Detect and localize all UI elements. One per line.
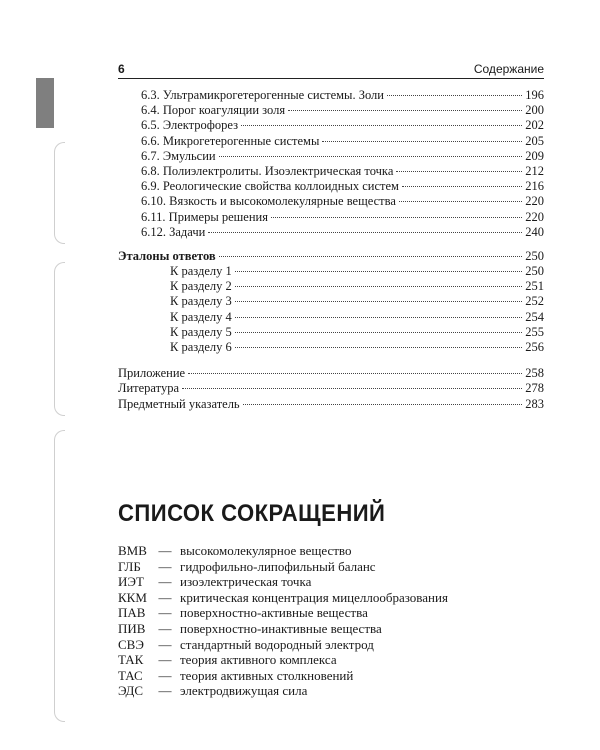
- toc-entry: [118, 397, 544, 412]
- toc-entry-label: Предметный указатель: [118, 396, 240, 411]
- toc-entry-page: 216: [525, 179, 544, 194]
- toc-leader-dots: [235, 301, 523, 302]
- abbreviation-code: ТАК: [118, 652, 144, 668]
- toc-entry-label: 6.6. Микрогетерогенные системы: [141, 133, 320, 148]
- abbreviation-dash: —: [158, 652, 172, 668]
- abbreviation-code: ПИВ: [118, 620, 146, 636]
- abbreviation-code: ИЭТ: [118, 574, 144, 590]
- toc-entry-page: 202: [525, 118, 544, 133]
- toc-entry-label: 6.12. Задачи: [141, 224, 206, 239]
- toc-entry: [118, 381, 544, 396]
- abbreviation-code: СВЭ: [118, 636, 144, 652]
- abbreviation-row: [118, 574, 448, 590]
- abbreviation-dash: —: [158, 683, 172, 699]
- abbreviation-row: [118, 590, 448, 606]
- toc-entry-page: 252: [525, 294, 544, 309]
- toc-leader-dots: [271, 217, 522, 218]
- abbreviation-dash: —: [158, 636, 172, 652]
- abbreviation-description: гидрофильно-липофильный баланс: [180, 558, 376, 574]
- toc-entry-label: 6.8. Полиэлектролиты. Изоэлектрическая точка: [141, 163, 394, 178]
- abbreviation-description: электродвижущая сила: [180, 683, 308, 699]
- toc-leader-dots: [322, 141, 522, 142]
- toc-leader-dots: [243, 404, 523, 405]
- toc-leader-dots: [402, 186, 522, 187]
- abbreviation-description: изоэлектрическая точка: [180, 574, 312, 590]
- toc-entry-label: Литература: [118, 381, 179, 396]
- abbreviation-code: ККМ: [118, 589, 147, 605]
- side-thumb-tab: [36, 78, 54, 128]
- abbreviation-row: [118, 652, 448, 668]
- toc-entry: [118, 225, 544, 240]
- toc-entry-label: 6.7. Эмульсии: [141, 148, 216, 163]
- page-number: 6: [118, 62, 125, 76]
- toc-entry-page: 200: [525, 103, 544, 118]
- abbreviation-row: [118, 637, 448, 653]
- page-header: [118, 62, 544, 79]
- toc-leader-dots: [387, 95, 522, 96]
- abbreviation-description: теория активных столкновений: [180, 667, 354, 683]
- toc-entry-page: 255: [525, 324, 544, 339]
- toc-entry-page: 283: [525, 396, 544, 411]
- toc-entry-page: 251: [525, 279, 544, 294]
- toc-entry-label: 6.10. Вязкость и высокомолекулярные вещества: [141, 194, 396, 209]
- abbreviation-code: ТАС: [118, 667, 143, 683]
- running-title: Содержание: [473, 62, 544, 76]
- abbreviation-description: поверхностно-активные вещества: [180, 605, 368, 621]
- toc-leader-dots: [241, 125, 522, 126]
- toc-entry-page: 240: [525, 224, 544, 239]
- toc-entry: [118, 366, 544, 381]
- toc-entry: [118, 134, 544, 149]
- toc-entry: [118, 164, 544, 179]
- toc-entry: [118, 194, 544, 209]
- toc-leader-dots: [208, 232, 522, 233]
- toc-leader-dots: [288, 110, 522, 111]
- margin-bracket: [54, 262, 65, 416]
- table-of-contents: [118, 88, 544, 412]
- toc-leader-dots: [396, 171, 522, 172]
- abbreviation-code: ВМВ: [118, 543, 147, 558]
- toc-entry: [118, 103, 544, 118]
- abbreviation-dash: —: [158, 558, 172, 574]
- toc-entry-label: К разделу 2: [170, 279, 232, 294]
- toc-entry-page: 254: [525, 309, 544, 324]
- toc-entry: [118, 310, 544, 325]
- toc-entry-page: 250: [525, 264, 544, 279]
- abbreviations-list: [118, 543, 448, 699]
- abbreviations-heading: СПИСОК СОКРАЩЕНИЙ: [118, 500, 386, 527]
- toc-entry-page: 205: [525, 133, 544, 148]
- toc-leader-dots: [235, 347, 523, 348]
- toc-entry-page: 250: [525, 248, 544, 263]
- abbreviation-dash: —: [158, 574, 172, 590]
- abbreviation-description: теория активного комплекса: [180, 652, 337, 668]
- toc-leader-dots: [235, 286, 523, 287]
- toc-entry: [118, 249, 544, 264]
- toc-entry-page: 212: [525, 163, 544, 178]
- toc-leader-dots: [182, 388, 522, 389]
- toc-entry: [118, 179, 544, 194]
- toc-entry-page: 209: [525, 148, 544, 163]
- toc-entry-page: 278: [525, 381, 544, 396]
- toc-entry: [118, 149, 544, 164]
- toc-entry-label: К разделу 5: [170, 324, 232, 339]
- toc-entry-label: 6.3. Ультрамикрогетерогенные системы. Золи: [141, 88, 384, 102]
- toc-entry-page: 220: [525, 209, 544, 224]
- toc-entry: [118, 294, 544, 309]
- margin-bracket: [54, 430, 65, 722]
- abbreviation-description: критическая концентрация мицеллообразования: [180, 589, 448, 605]
- abbreviation-description: высокомолекулярное вещество: [180, 543, 352, 558]
- toc-entry: [118, 279, 544, 294]
- toc-entry-label: К разделу 1: [170, 264, 232, 279]
- toc-leader-dots: [235, 332, 523, 333]
- abbreviation-dash: —: [158, 605, 172, 621]
- toc-entry: [118, 264, 544, 279]
- abbreviation-code: ГЛБ: [118, 558, 141, 574]
- toc-entry: [118, 88, 544, 103]
- toc-entry: [118, 210, 544, 225]
- abbreviation-row: [118, 559, 448, 575]
- toc-entry-label: 6.5. Электрофорез: [141, 118, 239, 133]
- abbreviation-row: [118, 605, 448, 621]
- abbreviation-description: поверхностно-инактивные вещества: [180, 620, 382, 636]
- abbreviation-code: ЭДС: [118, 683, 144, 699]
- abbreviation-dash: —: [158, 667, 172, 683]
- toc-entry: [118, 118, 544, 133]
- abbreviation-row: [118, 621, 448, 637]
- toc-entry: [118, 340, 544, 355]
- toc-leader-dots: [188, 373, 522, 374]
- abbreviation-dash: —: [158, 543, 172, 558]
- abbreviation-dash: —: [158, 620, 172, 636]
- toc-leader-dots: [219, 256, 523, 257]
- toc-leader-dots: [235, 271, 523, 272]
- abbreviation-row: [118, 543, 448, 559]
- toc-entry-page: 220: [525, 194, 544, 209]
- toc-leader-dots: [219, 156, 523, 157]
- toc-entry-label: К разделу 6: [170, 340, 232, 354]
- toc-leader-dots: [235, 317, 523, 318]
- toc-entry-label: К разделу 3: [170, 294, 232, 309]
- toc-entry-page: 256: [525, 340, 544, 354]
- toc-entry-label: Эталоны ответов: [118, 248, 216, 263]
- toc-leader-dots: [399, 201, 522, 202]
- abbreviation-row: [118, 683, 448, 699]
- toc-entry-label: К разделу 4: [170, 309, 232, 324]
- toc-entry-label: 6.4. Порог коагуляции золя: [141, 103, 286, 118]
- abbreviation-description: стандартный водородный электрод: [180, 636, 374, 652]
- toc-entry-page: 258: [525, 366, 544, 381]
- abbreviation-code: ПАВ: [118, 605, 146, 621]
- abbreviation-row: [118, 668, 448, 684]
- margin-bracket: [54, 142, 65, 244]
- toc-entry-label: Приложение: [118, 366, 186, 381]
- toc-entry-label: 6.11. Примеры решения: [141, 209, 268, 224]
- toc-entry-page: 196: [525, 88, 544, 102]
- toc-entry: [118, 325, 544, 340]
- abbreviation-dash: —: [158, 589, 172, 605]
- toc-entry-label: 6.9. Реологические свойства коллоидных систем: [141, 179, 399, 194]
